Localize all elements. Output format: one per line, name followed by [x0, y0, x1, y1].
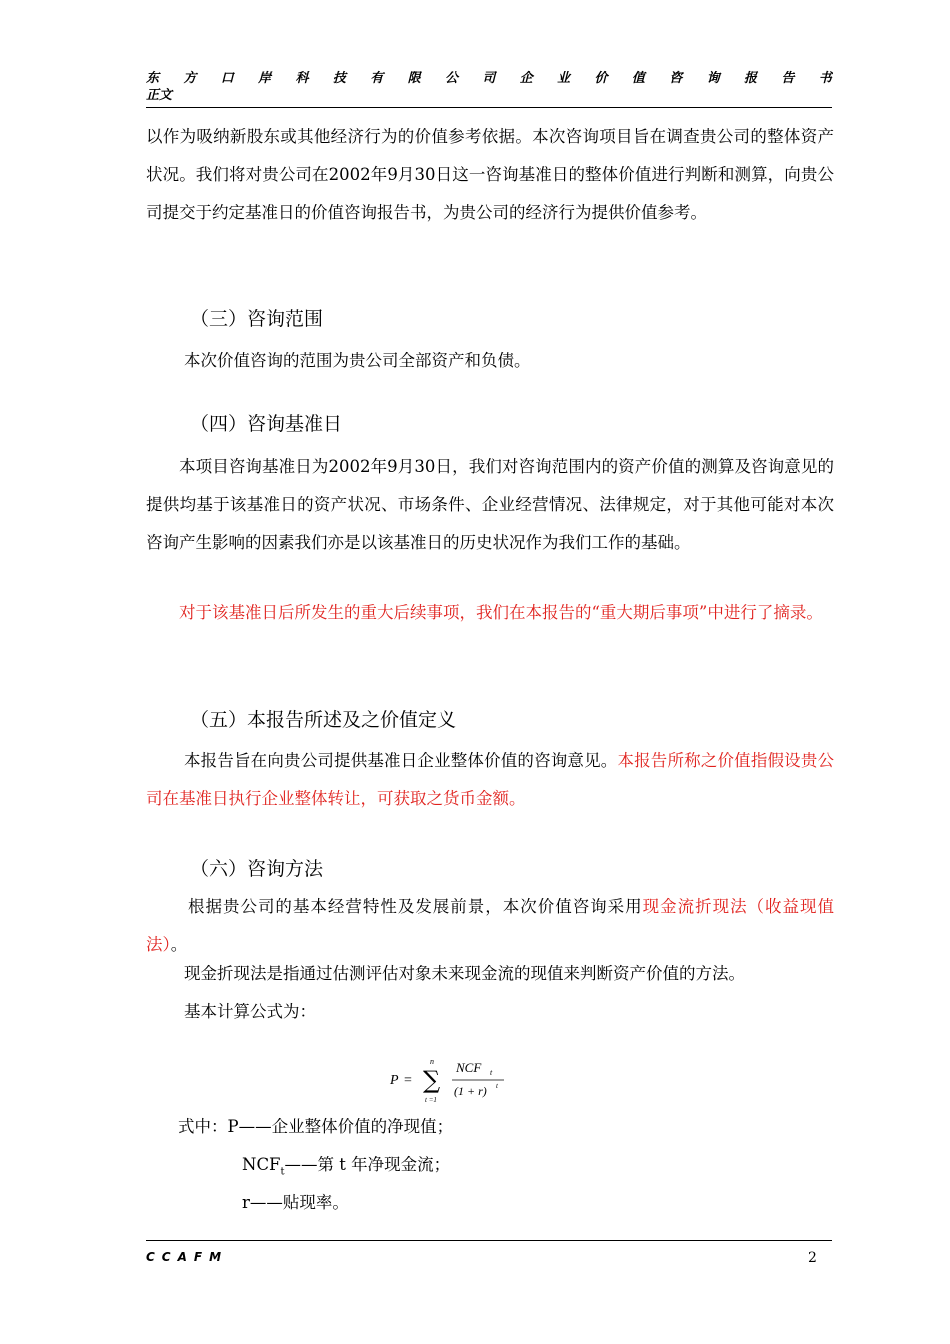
header-title-char: 公	[445, 71, 459, 86]
definition-net-present-value	[178, 1108, 828, 1146]
section-heading-value-definition	[190, 706, 456, 734]
header-title-char: 询	[706, 71, 720, 86]
footer-org: CCAFM	[146, 1250, 229, 1264]
header-title-char: 东	[146, 71, 160, 86]
paragraph-formula-intro: 基本计算公式为：	[184, 1002, 316, 1021]
header-title-char: 值	[631, 71, 645, 86]
header-title-char: 企	[519, 71, 533, 86]
method-text: 根据贵公司的基本经营特性及发展前景，本次价值咨询采用	[188, 897, 643, 916]
header-title-char: 书	[818, 71, 832, 86]
header-title-char: 业	[557, 71, 571, 86]
definition-ncf-symbol: NCF	[242, 1155, 281, 1174]
formula-numerator-sub: t	[490, 1068, 493, 1077]
formula-sum-upper: n	[430, 1057, 434, 1066]
header-title-char: 告	[781, 71, 795, 86]
formula-denominator: (1 + r)	[454, 1084, 487, 1098]
header-title-char: 科	[295, 71, 309, 86]
paragraph-method	[146, 888, 834, 964]
paragraph-subsequent-events: 对于该基准日后所发生的重大后续事项，我们在本报告的“重大期后事项”中进行了摘录。	[179, 603, 823, 622]
header-title-char: 岸	[258, 71, 272, 86]
paragraph-intro: 以作为吸纳新股东或其他经济行为的价值参考依据。本次咨询项目旨在调查贵公司的整体资产状况。我们将对贵公司在2002年9月30日这一咨询基准日的整体价值进行判断和测算，向贵公司提交于约定基准日的价值咨询报告书，为贵公司的经济行为提供价值参考。	[146, 127, 834, 222]
definition-p: P——企业整体价值的净现值；	[227, 1117, 454, 1136]
paragraph-value-definition	[146, 742, 834, 818]
formula-sum-lower: t =1	[425, 1096, 437, 1104]
section-heading-value-definition-text: （五）本报告所述及之价值定义	[190, 709, 457, 731]
header-title	[146, 70, 832, 88]
header-title-char: 技	[332, 71, 346, 86]
header-title-char: 方	[183, 71, 197, 86]
npv-formula	[386, 1056, 526, 1110]
definition-discount-rate: r——贴现率。	[242, 1193, 349, 1212]
header-title-char: 有	[370, 71, 384, 86]
formula-equals: =	[404, 1073, 412, 1088]
header-title-char: 限	[407, 71, 421, 86]
value-definition-text: 本报告旨在向贵公司提供基准日企业整体价值的咨询意见。	[184, 751, 618, 770]
header-subtitle: 正文	[146, 88, 173, 103]
section-heading-base-date: （四）咨询基准日	[190, 413, 343, 435]
definition-ncf-subscript: t	[280, 1166, 285, 1178]
paragraph-dcf-description: 现金折现法是指通过估测评估对象未来现金流的现值来判断资产价值的方法。	[184, 964, 745, 983]
header-title-char: 司	[482, 71, 496, 86]
header-title-char: 报	[744, 71, 758, 86]
section-heading-method: （六）咨询方法	[190, 858, 324, 880]
page-number: 2	[808, 1250, 817, 1266]
section-heading-scope: （三）咨询范围	[190, 308, 324, 330]
method-highlight: 现金流折现法（收益现值法）	[146, 897, 835, 954]
footer-divider	[146, 1240, 832, 1241]
header-title-char: 口	[220, 71, 234, 86]
formula-lhs: P	[390, 1073, 399, 1088]
formula-numerator: NCF	[456, 1060, 482, 1075]
definition-intro: 式中：	[178, 1117, 228, 1136]
page-header	[146, 70, 832, 104]
definition-ncf-text: ——第 t 年净现金流；	[284, 1155, 451, 1174]
formula-denominator-sup: t	[496, 1082, 498, 1090]
header-title-char: 咨	[669, 71, 683, 86]
paragraph-scope: 本次价值咨询的范围为贵公司全部资产和负债。	[184, 351, 531, 370]
header-title-char: 价	[594, 71, 608, 86]
header-divider	[146, 107, 832, 108]
paragraph-base-date: 本项目咨询基准日为2002年9月30日，我们对咨询范围内的资产价值的测算及咨询意见的提供均基于该基准日的资产状况、市场条件、企业经营情况、法律规定，对于其他可能对本次咨询产生影响的因素我们亦是以该基准日的历史状况作为我们工作的基础。	[146, 457, 834, 552]
value-definition-highlight: 本报告所称之价值指假设贵公司在基准日执行企业整体转让，可获取之货币金额。	[146, 751, 835, 808]
sigma-icon: ∑	[423, 1066, 441, 1094]
method-text-end: 。	[170, 935, 188, 954]
